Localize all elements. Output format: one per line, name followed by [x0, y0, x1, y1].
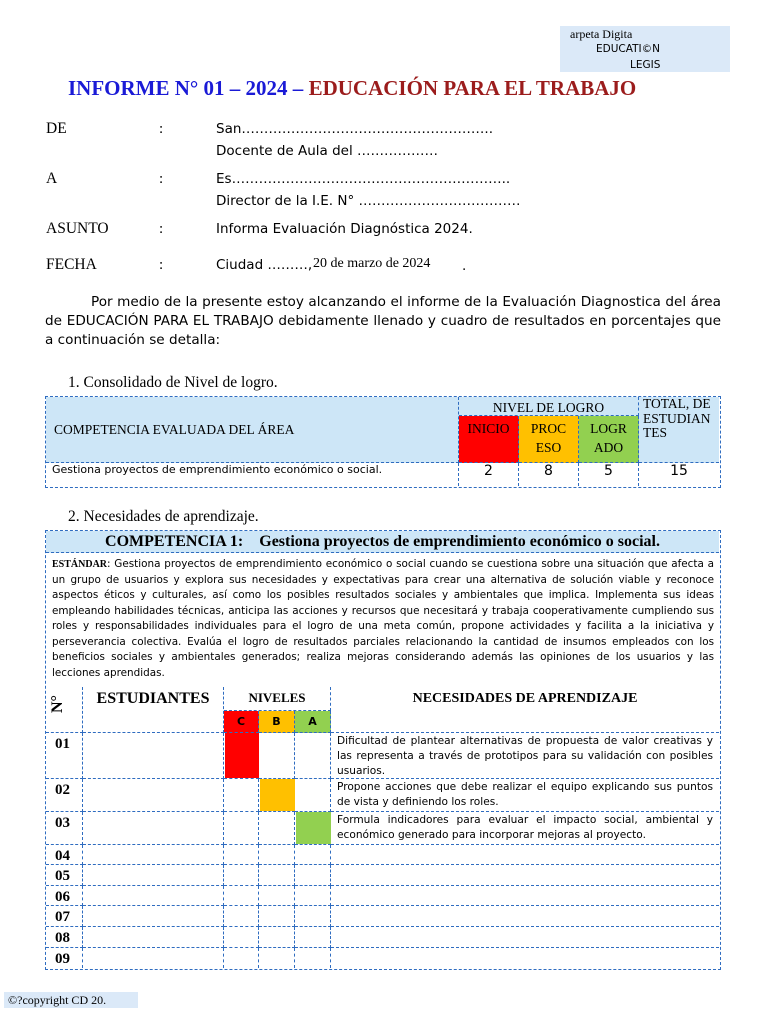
count-total: 15	[670, 463, 688, 479]
section2-title: 2. Necesidades de aprendizaje.	[68, 508, 259, 525]
header-asunto-label: ASUNTO	[46, 220, 109, 237]
need-cell	[331, 812, 719, 845]
level-b-cell	[259, 906, 295, 927]
intro-text: Por medio de la presente estoy alcanzando el informe de la Evaluación Diagnostica del área de EDUCACIÓN PARA EL TRABAJO debidamente llenado y cuadro de resultados en porcentajes que a continuación se detalla:	[45, 294, 721, 348]
row-number: 01	[55, 736, 70, 752]
header-fecha-label: FECHA	[46, 256, 97, 273]
level-a-cell	[295, 948, 331, 968]
header-de-colon: :	[159, 121, 164, 137]
row-number-cell	[46, 865, 83, 886]
header-asunto-value: Informa Evaluación Diagnóstica 2024.	[216, 221, 473, 237]
row-number: 08	[55, 930, 70, 946]
level-a-cell	[295, 733, 331, 779]
need-cell	[331, 865, 719, 886]
header-de-label: DE	[46, 120, 67, 137]
row-number: 09	[55, 951, 70, 967]
copyright-footer: ©?copyright CD 20.	[4, 992, 138, 1008]
student-name-cell	[83, 865, 224, 886]
header-de-line1: San………………………………………………..	[216, 121, 493, 137]
need-cell	[331, 948, 719, 968]
row-number-cell	[46, 845, 83, 865]
level-c-cell	[224, 906, 259, 927]
nivel-header-cell	[459, 397, 639, 416]
estandar-block	[52, 557, 714, 681]
row-number-cell	[46, 948, 83, 968]
header-a-colon: :	[159, 171, 164, 187]
level-b-cell	[259, 948, 295, 968]
need-cell	[331, 927, 719, 948]
level-a-cell	[295, 927, 331, 948]
estandar-label: ESTÁNDAR	[52, 559, 108, 570]
header-fecha-date: 20 de marzo de 2024	[313, 256, 431, 271]
header-a-line1: Es……………………………………………………..	[216, 171, 511, 187]
level-b-cell	[259, 733, 295, 779]
level-a-cell	[295, 845, 331, 865]
need-text: Dificultad de plantear alternativas de propuesta de valor creativas y las representa a través de prototipos para su validación con posibles usuarios.	[337, 735, 713, 777]
stamp-line-2: EDUCATI©N	[596, 43, 660, 55]
need-cell	[331, 779, 719, 812]
header-asunto-colon: :	[159, 221, 164, 237]
level-inicio-cell	[459, 416, 519, 463]
col-necesidades-header	[331, 687, 719, 733]
col-estudiantes-label: ESTUDIANTES	[96, 690, 210, 707]
header-fecha-end: .	[462, 258, 467, 274]
need-cell	[331, 906, 719, 927]
consolidado-table	[45, 396, 721, 488]
col-niveles-header	[224, 687, 331, 711]
level-a-cell	[295, 886, 331, 906]
competencia-name: Gestiona proyectos de emprendimiento económico o social.	[52, 463, 383, 476]
stamp-line-1: arpeta Digita	[570, 27, 633, 41]
level-c-cell	[224, 927, 259, 948]
estandar-text: : Gestiona proyectos de emprendimiento económico o social cuando se cuestiona sobre una situación que afecta a un grupo de usuarios y explora sus necesidades y expectativas para crear una alternativa de solución viable y reconoce aspectos éticos y culturales, así como los posibles resultados sociales y ambientales que implica. Implementa sus ideas empleando habilidades técnicas, anticipa las acciones y recursos que necesitará y trabaja cooperativamente cumpliendo sus roles y responsabilidades individuales para el logro de una meta común, propone actividades y facilita a la iniciativa y perseverancia colectiva. Evalúa el logro de resultados parciales relacionando la cantidad de insumos empleados con los beneficios sociales y ambientales generados; realiza mejoras considerando además las opiniones de los usuarios y las lecciones aprendidas.	[52, 558, 714, 679]
row-number-cell	[46, 906, 83, 927]
level-c-cell	[224, 812, 259, 845]
level-b-header: B	[259, 711, 295, 733]
intro-paragraph	[45, 293, 721, 350]
row-number-cell	[46, 812, 83, 845]
competencia-header-cell	[46, 397, 459, 463]
level-a-cell	[295, 906, 331, 927]
row-number-cell	[46, 733, 83, 779]
need-cell	[331, 886, 719, 906]
student-name-cell	[83, 845, 224, 865]
level-proceso-cell	[519, 416, 579, 463]
table-row	[46, 886, 719, 906]
count-logrado: 5	[579, 463, 639, 486]
row-number: 03	[55, 815, 70, 831]
table-row	[46, 845, 719, 865]
level-c-cell	[224, 779, 259, 812]
student-name-cell	[83, 779, 224, 812]
level-c-cell	[224, 948, 259, 968]
level-b-cell	[259, 865, 295, 886]
competencia-header: COMPETENCIA EVALUADA DEL ÁREA	[54, 421, 295, 437]
header-a-label: A	[46, 170, 58, 187]
level-a-cell	[295, 865, 331, 886]
level-proceso: PROC ESO	[530, 421, 567, 455]
level-b-cell	[259, 812, 295, 845]
level-b-cell	[259, 845, 295, 865]
student-name-cell	[83, 886, 224, 906]
need-text: Formula indicadores para evaluar el impacto social, ambiental y económico generado para incorporar mejoras al proyecto.	[337, 814, 713, 841]
level-b-cell	[259, 886, 295, 906]
need-text: Propone acciones que debe realizar el equipo explicando sus puntos de vista y definiendo los roles.	[337, 781, 713, 808]
table-row	[46, 812, 719, 845]
col-num-header	[46, 687, 83, 733]
level-a-header: A	[295, 711, 331, 733]
competencia1-title: COMPETENCIA 1: Gestiona proyectos de emprendimiento económico o social.	[105, 533, 660, 550]
col-estudiantes-header	[83, 687, 224, 733]
header-a-line2: Director de la I.E. N° ………………………………	[216, 193, 521, 209]
competencia1-title-cell	[46, 531, 719, 553]
row-number: 05	[55, 868, 70, 884]
count-inicio: 2	[459, 463, 519, 486]
level-logrado: LOGR ADO	[590, 421, 627, 455]
level-c-cell	[224, 886, 259, 906]
necesidades-table	[45, 530, 721, 970]
level-a-cell	[295, 779, 331, 812]
row-number-cell	[46, 886, 83, 906]
section1-title: 1. Consolidado de Nivel de logro.	[68, 374, 278, 391]
student-name-cell	[83, 812, 224, 845]
row-number-cell	[46, 779, 83, 812]
row-number: 04	[55, 848, 70, 864]
count-proceso: 8	[519, 463, 579, 486]
student-name-cell	[83, 906, 224, 927]
col-niveles-label: NIVELES	[248, 690, 306, 705]
header-fecha-city: Ciudad ………,	[216, 257, 313, 273]
student-name-cell	[83, 948, 224, 968]
level-inicio: INICIO	[467, 421, 510, 436]
competencia-cell	[46, 463, 459, 486]
header-fecha-colon: :	[159, 257, 164, 273]
level-c-cell	[224, 865, 259, 886]
student-name-cell	[83, 927, 224, 948]
report-title-number: INFORME N° 01 – 2024 –	[68, 76, 309, 100]
level-marker-c	[225, 733, 259, 778]
table-row	[46, 948, 719, 968]
total-header-cell	[639, 397, 719, 463]
table-row	[46, 927, 719, 948]
level-logrado-cell	[579, 416, 639, 463]
level-b-cell	[259, 927, 295, 948]
student-name-cell	[83, 733, 224, 779]
row-number: 06	[55, 889, 70, 905]
header-de-line2: Docente de Aula del ………………	[216, 143, 439, 159]
report-title	[68, 76, 636, 101]
nivel-header: NIVEL DE LOGRO	[492, 400, 605, 415]
need-cell	[331, 845, 719, 865]
corner-stamp	[560, 26, 730, 72]
row-number: 07	[55, 909, 70, 925]
table-row	[46, 865, 719, 886]
table-row	[46, 779, 719, 812]
need-cell	[331, 733, 719, 779]
col-num-label: N°	[49, 695, 66, 713]
needs-grid	[46, 687, 719, 969]
level-marker-a	[296, 812, 331, 844]
table-row	[46, 733, 719, 779]
row-number: 02	[55, 782, 70, 798]
row-number-cell	[46, 927, 83, 948]
report-title-area: EDUCACIÓN PARA EL TRABAJO	[308, 76, 637, 100]
total-header: TOTAL, DE ESTUDIANTES	[643, 396, 711, 440]
table-row	[46, 906, 719, 927]
stamp-line-3: LEGIS	[630, 59, 661, 71]
level-c-header: C	[224, 711, 259, 733]
level-c-cell	[224, 845, 259, 865]
col-necesidades-label: NECESIDADES DE APRENDIZAJE	[412, 691, 638, 706]
level-marker-b	[260, 779, 295, 811]
